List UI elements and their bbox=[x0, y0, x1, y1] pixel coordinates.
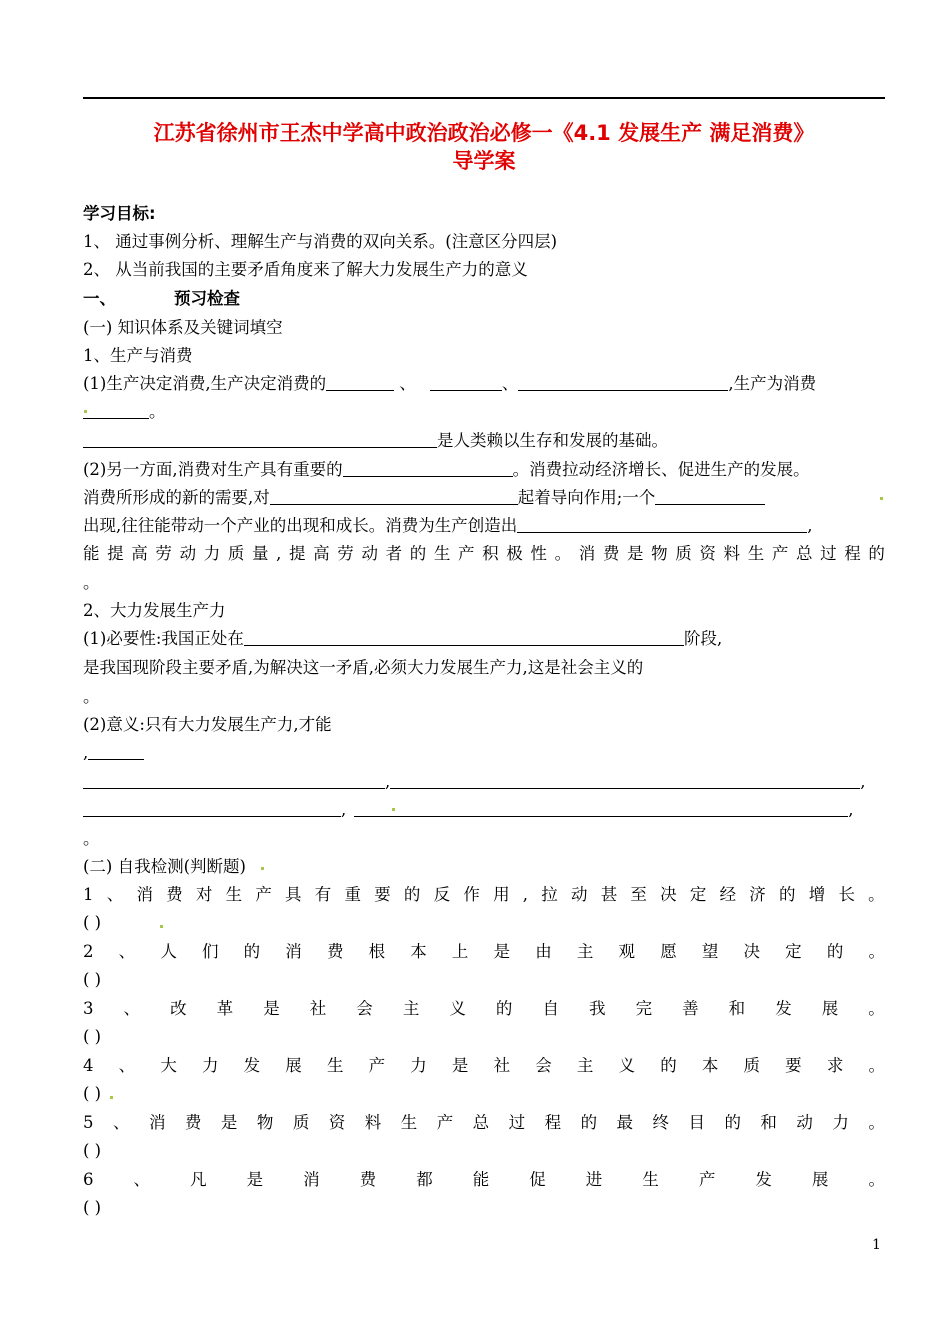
char: 能 bbox=[83, 544, 100, 563]
q1-line-2: 是我国现阶段主要矛盾,为解决这一矛盾,必须大力发展生产力,这是社会主义的 bbox=[83, 658, 644, 677]
char: 产 bbox=[698, 1170, 716, 1189]
char: 终 bbox=[652, 1113, 669, 1132]
char: 完 bbox=[635, 999, 653, 1018]
blank[interactable] bbox=[343, 460, 513, 477]
topic-1: 1、生产与消费 bbox=[83, 346, 193, 365]
char: 能 bbox=[472, 1170, 490, 1189]
char: 发 bbox=[755, 1170, 772, 1189]
q1-line-1: (1)必要性:我国正处在 阶段, bbox=[83, 629, 723, 648]
para-2-line-2: 消费所形成的新的需要,对 起着导向作用;一个 bbox=[83, 487, 765, 509]
char: 要 bbox=[785, 1056, 802, 1075]
marker-dot bbox=[392, 808, 395, 811]
char: 的 bbox=[495, 999, 513, 1018]
char: 动 bbox=[179, 544, 197, 563]
char: 凡 bbox=[190, 1170, 207, 1189]
char: 主 bbox=[576, 942, 594, 961]
char: 。 bbox=[554, 544, 572, 563]
char: 义 bbox=[449, 999, 466, 1018]
blank[interactable] bbox=[88, 743, 144, 760]
char: 发 bbox=[243, 1056, 261, 1075]
char: 生 bbox=[400, 1113, 418, 1132]
char: 根 bbox=[368, 942, 386, 961]
char: 2 bbox=[83, 942, 94, 961]
char: 改 bbox=[170, 999, 187, 1018]
char: 重 bbox=[344, 885, 361, 904]
char: 社 bbox=[493, 1056, 511, 1075]
char: 经 bbox=[719, 885, 737, 904]
char: 生 bbox=[642, 1170, 659, 1189]
char: 总 bbox=[472, 1113, 490, 1132]
char: 定 bbox=[689, 885, 707, 904]
char: 1 bbox=[83, 885, 94, 904]
char: 料 bbox=[723, 544, 741, 563]
char: 目 bbox=[688, 1113, 705, 1132]
blank[interactable] bbox=[270, 488, 518, 505]
char: 、 bbox=[106, 885, 124, 904]
char: 革 bbox=[216, 999, 234, 1018]
char: 的 bbox=[580, 1113, 598, 1132]
char: 观 bbox=[618, 942, 636, 961]
char: 用 bbox=[493, 885, 510, 904]
blank[interactable] bbox=[655, 488, 765, 505]
char: 程 bbox=[544, 1113, 562, 1132]
para-1-line-3: 是人类赖以生存和发展的基础。 bbox=[83, 430, 668, 452]
char: 、 bbox=[118, 942, 136, 961]
marker-dot bbox=[261, 867, 264, 870]
char: 。 bbox=[868, 999, 885, 1018]
judge-answer-2[interactable]: ( ) bbox=[83, 970, 102, 989]
char: 产 bbox=[771, 544, 789, 563]
char: 、 bbox=[118, 1056, 136, 1075]
char: 人 bbox=[160, 942, 177, 961]
char: 决 bbox=[743, 942, 760, 961]
char: 消 bbox=[303, 1170, 320, 1189]
judge-item-3 bbox=[83, 998, 885, 1020]
char: 本 bbox=[410, 942, 427, 961]
char: 义 bbox=[618, 1056, 636, 1075]
char: 至 bbox=[630, 885, 647, 904]
char: 有 bbox=[314, 885, 332, 904]
char: 主 bbox=[402, 999, 420, 1018]
q2-line-1: (2)意义:只有大力发展生产力,才能 bbox=[83, 715, 332, 734]
char: 消 bbox=[285, 942, 302, 961]
judge-answer-5[interactable]: ( ) bbox=[83, 1141, 102, 1160]
char: 和 bbox=[728, 999, 746, 1018]
char: 本 bbox=[701, 1056, 719, 1075]
judge-answer-4[interactable]: ( ) bbox=[83, 1084, 102, 1103]
char: 是 bbox=[493, 942, 511, 961]
section-1-heading bbox=[83, 288, 240, 310]
char: 4 bbox=[83, 1056, 94, 1075]
char: 对 bbox=[195, 885, 213, 904]
topic-2: 2、大力发展生产力 bbox=[83, 601, 226, 620]
objective-1: 1、 通过事例分析、理解生产与消费的双向关系。(注意区分四层) bbox=[83, 232, 558, 251]
char: , bbox=[522, 885, 529, 904]
char: 费 bbox=[184, 1113, 202, 1132]
char: 力 bbox=[201, 1056, 219, 1075]
char: 。 bbox=[868, 1170, 885, 1189]
char: 进 bbox=[585, 1170, 603, 1189]
q2-line-2: , bbox=[83, 742, 144, 764]
blank[interactable] bbox=[244, 629, 684, 646]
char: 是 bbox=[246, 1170, 264, 1189]
char: 展 bbox=[811, 1170, 829, 1189]
judge-item-1 bbox=[83, 884, 885, 906]
char: 望 bbox=[701, 942, 719, 961]
char: 拉 bbox=[541, 885, 558, 904]
page-number: 1 bbox=[872, 1237, 881, 1253]
char: 6 bbox=[83, 1170, 94, 1189]
char: 劳 bbox=[155, 544, 172, 563]
char: 过 bbox=[820, 544, 837, 563]
char: 资 bbox=[699, 544, 716, 563]
char: 的 bbox=[868, 544, 885, 563]
char: 和 bbox=[760, 1113, 777, 1132]
char: 由 bbox=[535, 942, 552, 961]
char: 生 bbox=[433, 544, 451, 563]
char: 消 bbox=[136, 885, 153, 904]
q1-line-3: 。 bbox=[83, 687, 100, 706]
char: 是 bbox=[263, 999, 280, 1018]
char: 极 bbox=[506, 544, 523, 563]
char: 。 bbox=[868, 942, 885, 961]
subsection-1: (一) 知识体系及关键词填空 bbox=[83, 318, 283, 337]
blank[interactable] bbox=[390, 772, 860, 789]
char: 主 bbox=[576, 1056, 594, 1075]
char: 具 bbox=[285, 885, 302, 904]
char: 。 bbox=[868, 1056, 885, 1075]
judge-item-4 bbox=[83, 1055, 885, 1077]
char: 高 bbox=[131, 544, 148, 563]
char: 动 bbox=[796, 1113, 813, 1132]
q2-line-4: , , bbox=[83, 799, 854, 821]
char: 产 bbox=[255, 885, 272, 904]
char: 消 bbox=[578, 544, 596, 563]
char: 作 bbox=[463, 885, 480, 904]
char: 产 bbox=[458, 544, 475, 563]
char: 费 bbox=[166, 885, 183, 904]
char: 费 bbox=[602, 544, 620, 563]
q2-line-5: 。 bbox=[83, 829, 100, 848]
char: 展 bbox=[821, 999, 839, 1018]
marker-dot bbox=[880, 497, 883, 500]
char: 增 bbox=[808, 885, 826, 904]
marker-dot bbox=[110, 1096, 113, 1099]
char: 我 bbox=[589, 999, 606, 1018]
char: 劳 bbox=[337, 544, 354, 563]
char: 提 bbox=[289, 544, 306, 563]
char: 质 bbox=[227, 544, 245, 563]
subsection-2: (二) 自我检测(判断题) bbox=[83, 857, 246, 876]
char: 消 bbox=[148, 1113, 166, 1132]
char: 费 bbox=[359, 1170, 377, 1189]
char: 产 bbox=[436, 1113, 454, 1132]
blank[interactable] bbox=[517, 516, 807, 533]
doc-title-line2: 导学案 bbox=[452, 149, 516, 173]
char: 。 bbox=[868, 1113, 885, 1132]
char: 的 bbox=[826, 942, 844, 961]
char: 是 bbox=[220, 1113, 238, 1132]
judge-answer-3[interactable]: ( ) bbox=[83, 1027, 102, 1046]
char: 质 bbox=[743, 1056, 760, 1075]
char: 、 bbox=[123, 999, 141, 1018]
char: 济 bbox=[749, 885, 766, 904]
char: 的 bbox=[403, 885, 421, 904]
blank[interactable] bbox=[83, 431, 437, 448]
char: 者 bbox=[385, 544, 403, 563]
para-2-line-4 bbox=[83, 543, 885, 565]
char: 的 bbox=[724, 1113, 741, 1132]
char: 料 bbox=[364, 1113, 382, 1132]
char: 们 bbox=[201, 942, 219, 961]
char: 动 bbox=[361, 544, 378, 563]
char: 高 bbox=[313, 544, 330, 563]
para-1-line-2: 。 bbox=[83, 401, 166, 423]
char: 生 bbox=[326, 1056, 344, 1075]
header-rule bbox=[83, 97, 885, 99]
char: 。 bbox=[868, 885, 885, 904]
section-1-num: 一、 bbox=[83, 289, 116, 308]
para-2-line-1: (2)另一方面,消费对生产具有重要的 。消费拉动经济增长、促进生产的发展。 bbox=[83, 460, 810, 479]
blank[interactable] bbox=[326, 374, 394, 391]
blank[interactable] bbox=[83, 402, 149, 419]
char: 力 bbox=[203, 544, 221, 563]
char: 性 bbox=[530, 544, 547, 563]
objective-2: 2、 从当前我国的主要矛盾角度来了解大力发展生产力的意义 bbox=[83, 260, 528, 279]
char: 上 bbox=[451, 942, 469, 961]
q2-line-3: , , bbox=[83, 771, 866, 793]
char: 发 bbox=[775, 999, 792, 1018]
char: 要 bbox=[374, 885, 391, 904]
blank[interactable] bbox=[354, 800, 848, 817]
char: 程 bbox=[844, 544, 861, 563]
blank[interactable] bbox=[83, 772, 385, 789]
char: 社 bbox=[309, 999, 327, 1018]
char: 的 bbox=[243, 942, 261, 961]
char: 、 bbox=[112, 1113, 130, 1132]
char: 质 bbox=[292, 1113, 310, 1132]
para-2-line-3: 出现,往往能带动一个产业的出现和成长。消费为生产创造出 , bbox=[83, 516, 813, 535]
char: 3 bbox=[83, 999, 94, 1018]
blank[interactable] bbox=[430, 374, 502, 391]
char: 生 bbox=[225, 885, 243, 904]
char: 愿 bbox=[660, 942, 677, 961]
char: 积 bbox=[482, 544, 499, 563]
section-1-label: 预习检查 bbox=[174, 289, 240, 308]
char: 提 bbox=[107, 544, 124, 563]
char: 力 bbox=[410, 1056, 427, 1075]
char: 的 bbox=[779, 885, 796, 904]
char: 大 bbox=[160, 1056, 177, 1075]
judge-answer-1[interactable]: ( ) bbox=[83, 913, 102, 932]
char: 善 bbox=[682, 999, 699, 1018]
char: 定 bbox=[785, 942, 802, 961]
char: 资 bbox=[328, 1113, 346, 1132]
char: 5 bbox=[83, 1113, 94, 1132]
char: 会 bbox=[535, 1056, 552, 1075]
char: 过 bbox=[508, 1113, 526, 1132]
judge-item-5 bbox=[83, 1112, 885, 1134]
char: 自 bbox=[542, 999, 559, 1018]
char: 动 bbox=[570, 885, 588, 904]
char: 都 bbox=[416, 1170, 433, 1189]
judge-item-2 bbox=[83, 941, 885, 963]
judge-answer-6[interactable]: ( ) bbox=[83, 1198, 102, 1217]
char: 促 bbox=[529, 1170, 546, 1189]
judge-item-6 bbox=[83, 1169, 885, 1191]
char: 是 bbox=[626, 544, 644, 563]
marker-dot bbox=[84, 410, 87, 413]
marker-dot bbox=[160, 925, 163, 928]
char: 最 bbox=[616, 1113, 634, 1132]
char: 、 bbox=[133, 1170, 151, 1189]
char: 的 bbox=[660, 1056, 677, 1075]
char: 质 bbox=[675, 544, 692, 563]
para-1-line-1: (1)生产决定消费,生产决定消费的 、 、 ,生产为消费 bbox=[83, 374, 817, 393]
char: 的 bbox=[409, 544, 427, 563]
char: 总 bbox=[795, 544, 813, 563]
char: 反 bbox=[433, 885, 451, 904]
char: 会 bbox=[356, 999, 373, 1018]
char: 生 bbox=[747, 544, 765, 563]
char: 长 bbox=[838, 885, 855, 904]
char: 产 bbox=[368, 1056, 386, 1075]
blank[interactable] bbox=[518, 374, 728, 391]
para-2-line-5: 。 bbox=[83, 573, 100, 592]
objectives-heading: 学习目标: bbox=[83, 204, 156, 223]
char: 费 bbox=[326, 942, 344, 961]
char: 物 bbox=[651, 544, 668, 563]
char: 求 bbox=[826, 1056, 844, 1075]
blank[interactable] bbox=[83, 800, 341, 817]
char: 展 bbox=[285, 1056, 302, 1075]
char: 决 bbox=[660, 885, 677, 904]
char: 力 bbox=[832, 1113, 849, 1132]
doc-title-line1: 江苏省徐州市王杰中学高中政治政治必修一《4.1 发展生产 满足消费》 bbox=[153, 121, 815, 145]
char: 甚 bbox=[600, 885, 618, 904]
char: 是 bbox=[451, 1056, 469, 1075]
char: 量 bbox=[251, 544, 269, 563]
char: 物 bbox=[256, 1113, 274, 1132]
char: , bbox=[276, 544, 282, 563]
